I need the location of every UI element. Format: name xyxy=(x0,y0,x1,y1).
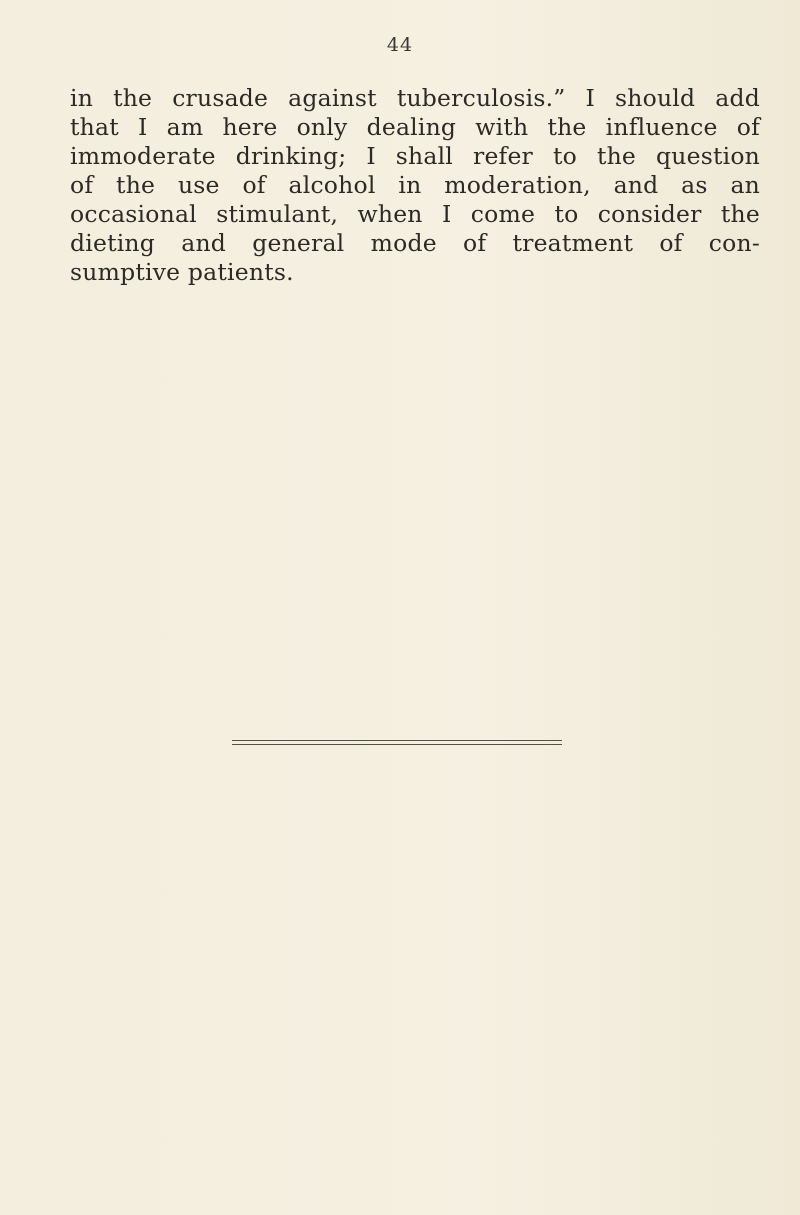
text-line: dieting and general mode of treatment of con- xyxy=(70,229,760,257)
body-paragraph xyxy=(70,84,760,287)
page-number: 44 xyxy=(386,34,414,56)
section-divider-rule xyxy=(232,740,562,741)
text-line: in the crusade against tuberculosis.” I should add xyxy=(70,84,760,112)
text-line: occasional stimulant, when I come to consider the xyxy=(70,200,760,228)
text-line: immoderate drinking; I shall refer to the question xyxy=(70,142,760,170)
text-line: sumptive patients. xyxy=(70,258,294,286)
text-line: of the use of alcohol in moderation, and as an xyxy=(70,171,760,199)
text-line: that I am here only dealing with the influence of xyxy=(70,113,760,141)
section-divider-rule xyxy=(232,744,562,745)
